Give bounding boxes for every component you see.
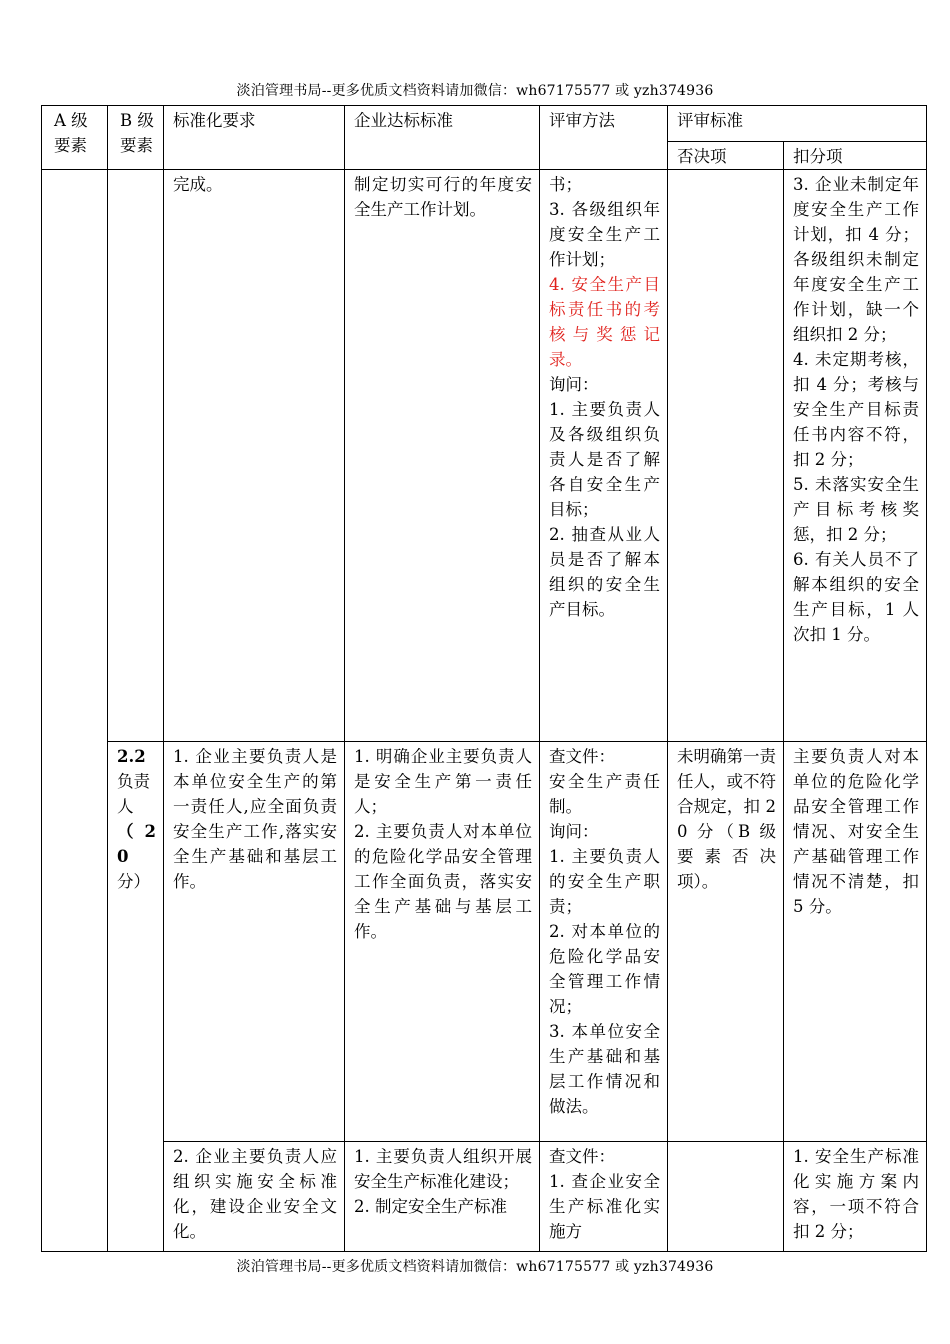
method-line: 3. 各级组织年度安全生产工作计划； (549, 200, 660, 269)
b-level-code: 2.2 (117, 747, 146, 766)
footer-watermark: 淡泊管理书局--更多优质文档资料请加微信：wh67175577 或 yzh374936 (236, 1259, 714, 1275)
table-row (42, 170, 927, 742)
requirement-cell: 2. 企业主要负责人应组织实施安全标准化，建设企业安全文化。 (164, 1142, 345, 1252)
enterprise-standard-cell: 制定切实可行的年度安全生产工作计划。 (345, 170, 540, 742)
review-method-cell (540, 170, 668, 742)
method-line: 2. 对本单位的危险化学品安全管理工作情况； (549, 922, 660, 1016)
a-level-cell (42, 170, 108, 1252)
method-line: 询问： (549, 822, 599, 841)
deduction-line: 3. 企业未制定年度安全生产工作计划，扣 4 分；各级组织未制定年度安全生产工作计划，缺一个组织扣 2 分； (793, 175, 919, 344)
table-row (42, 742, 927, 1142)
header-veto: 否决项 (668, 142, 784, 170)
header-review-method: 评审方法 (540, 106, 668, 170)
b-level-score-1: （20 (117, 822, 156, 866)
header-a-level-line2: 要素 (54, 136, 87, 155)
header-requirement: 标准化要求 (164, 106, 345, 170)
method-line: 2. 抽查从业人员是否了解本组织的安全生产目标。 (549, 525, 660, 619)
requirement-cell: 1. 企业主要负责人是本单位安全生产的第一责任人,应全面负责安全生产工作,落实安全生产基础和基层工作。 (164, 742, 345, 1142)
evaluation-table (41, 105, 927, 1252)
table-row (42, 1142, 927, 1252)
deduction-cell: 主要负责人对本单位的危险化学品安全管理工作情况、对安全生产基础管理工作情况不清楚，扣 5 分。 (784, 742, 927, 1142)
standard-line: 1. 明确企业主要负责人是安全生产第一责任人； (354, 747, 532, 816)
header-deduction: 扣分项 (784, 142, 927, 170)
veto-cell (668, 170, 784, 742)
deduction-line: 4. 未定期考核，扣 4 分；考核与安全生产目标责任书内容不符，扣 2 分； (793, 350, 919, 469)
standard-line: 2. 主要负责人对本单位的危险化学品安全管理工作全面负责，落实安全生产基础与基层工作。 (354, 822, 532, 941)
veto-cell (668, 1142, 784, 1252)
method-line: 1. 主要负责人及各级组织负责人是否了解各自安全生产目标； (549, 400, 660, 519)
deduction-line: 6. 有关人员不了解本组织的安全生产目标，1 人次扣 1 分。 (793, 550, 919, 644)
method-line: 查文件： (549, 1147, 615, 1166)
method-line: 3. 本单位安全生产基础和基层工作情况和做法。 (549, 1022, 660, 1116)
enterprise-standard-cell (345, 742, 540, 1142)
b-level-name-2: 人 (117, 797, 134, 816)
deduction-line: 5. 未落实安全生产目标考核奖惩，扣 2 分； (793, 475, 919, 544)
b-level-element-2-2 (108, 742, 164, 1252)
standard-line: 2. 制定安全生产标准 (354, 1197, 507, 1216)
method-line: 安全生产责任制。 (549, 772, 660, 816)
method-line: 查文件： (549, 747, 615, 766)
deduction-cell: 1. 安全生产标准化实施方案内容，一项不符合扣 2 分； (784, 1142, 927, 1252)
method-line: 1. 主要负责人的安全生产职责； (549, 847, 660, 916)
method-line: 1. 查企业安全生产标准化实施方 (549, 1172, 660, 1241)
header-a-level-line1: A 级 (54, 111, 88, 130)
b-level-score-2: 分） (117, 872, 150, 891)
header-b-level-line2: 要素 (120, 136, 153, 155)
method-line-highlight: 4. 安全生产目标责任书的考核与奖惩记录。 (549, 275, 660, 369)
header-a-level (42, 106, 108, 170)
header-b-level (108, 106, 164, 170)
review-method-cell (540, 742, 668, 1142)
header-watermark: 淡泊管理书局--更多优质文档资料请加微信：wh67175577 或 yzh374936 (236, 83, 714, 99)
veto-cell: 未明确第一责任人，或不符合规定，扣 20 分（B 级要素否决项）。 (668, 742, 784, 1142)
requirement-cell: 完成。 (164, 170, 345, 742)
enterprise-standard-cell (345, 1142, 540, 1252)
deduction-cell (784, 170, 927, 742)
header-review-standard: 评审标准 (668, 106, 927, 142)
review-method-cell (540, 1142, 668, 1252)
standard-line: 1. 主要负责人组织开展安全生产标准化建设； (354, 1147, 532, 1191)
header-b-level-line1: B 级 (120, 111, 154, 130)
method-line: 询问： (549, 375, 599, 394)
b-level-name-1: 负责 (117, 772, 150, 791)
header-enterprise-standard: 企业达标标准 (345, 106, 540, 170)
b-level-cell (108, 170, 164, 742)
table-header-row (42, 106, 927, 142)
method-line: 书； (549, 175, 582, 194)
